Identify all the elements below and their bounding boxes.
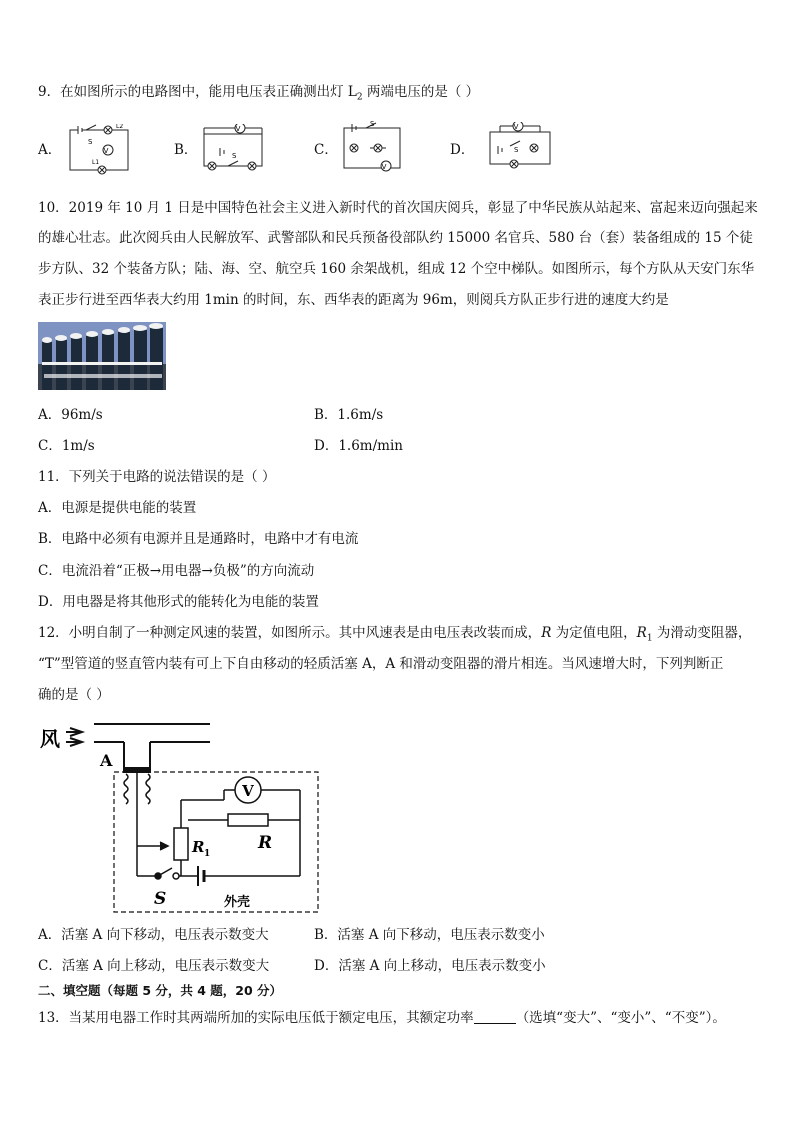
switch-label: S	[154, 889, 167, 909]
svg-text:S: S	[514, 146, 519, 154]
piston-label: A	[100, 751, 113, 770]
q12-option-b: B．活塞 A 向下移动，电压表示数变小	[314, 927, 545, 943]
q11-option-d: D．用电器是将其他形式的能转化为电能的装置	[38, 594, 319, 610]
q9-option-b-label: B．	[174, 142, 198, 158]
svg-text:S: S	[88, 138, 93, 146]
svg-text:V: V	[381, 163, 387, 171]
q9-circuit-c	[340, 120, 406, 178]
svg-text:V: V	[103, 147, 109, 155]
q10-option-b: B．1.6m/s	[314, 407, 384, 423]
parade-photo	[38, 322, 166, 390]
shell-label: 外壳	[224, 895, 251, 910]
svg-text:V: V	[513, 123, 519, 131]
svg-text:V: V	[235, 125, 241, 133]
question-10-line-2: 的雄心壮志。此次阅兵由人民解放军、武警部队和民兵预备役部队约 15000 名官兵、580 台（套）装备组成的 15 个徒	[38, 230, 753, 246]
q9-option-d-label: D．	[450, 142, 475, 158]
question-10-line-4: 表正步行进至西华表大约用 1min 的时间，东、西华表的距离为 96m，则阅兵方队正步行进的速度大约是	[38, 292, 669, 308]
r-label: R	[258, 833, 273, 853]
q12-option-c: C．活塞 A 向上移动，电压表示数变大	[38, 958, 270, 974]
question-11-stem: 11．下列关于电路的说法错误的是（ ）	[38, 469, 276, 485]
svg-text:L1: L1	[92, 159, 100, 166]
q9-option-a-label: A．	[38, 142, 62, 158]
section-2-heading: 二、填空题（每题 5 分，共 4 题，20 分）	[38, 983, 283, 998]
q9-circuit-a	[66, 124, 132, 178]
question-13-stem: 13．当某用电器工作时其两端所加的实际电压低于额定电压，其额定功率 （选填“变大”、“变小”、“不变”）。	[38, 1010, 726, 1026]
question-12-line-3: 确的是（ ）	[38, 687, 110, 703]
wind-speed-circuit-figure	[38, 716, 328, 918]
q9-circuit-d	[486, 122, 556, 176]
q9-option-c-label: C．	[314, 142, 338, 158]
voltmeter-label: V	[242, 782, 254, 800]
q10-option-a: A．96m/s	[38, 407, 103, 423]
q11-option-b: B．电路中必须有电源并且是通路时，电路中才有电流	[38, 531, 359, 547]
device-shell-outline	[114, 772, 318, 912]
r1-subscript: 1	[204, 849, 211, 859]
answer-blank[interactable]	[474, 1011, 516, 1024]
question-10-line-3: 步方队、32 个装备方队；陆、海、空、航空兵 160 余架战机，组成 12 个空中梯队。如图所示，每个方队从天安门东华	[38, 261, 755, 277]
q10-option-d: D．1.6m/min	[314, 438, 403, 454]
q11-option-c: C．电流沿着“正极→用电器→负极”的方向流动	[38, 563, 315, 579]
q10-option-c: C．1m/s	[38, 438, 95, 454]
svg-text:L2: L2	[116, 124, 124, 130]
q9-circuit-b	[200, 124, 266, 178]
wind-label: 风	[40, 727, 60, 751]
question-12-line-1: 12．小明自制了一种测定风速的装置，如图所示。其中风速表是由电压表改装而成，R 为定值电阻，$R_1$ 为滑动变阻器，	[38, 625, 752, 644]
question-9-stem: 9．在如图所示的电路图中，能用电压表正确测出灯 $L_2$ 两端电压的是（ ）	[38, 84, 480, 103]
q12-option-a: A．活塞 A 向下移动，电压表示数变大	[38, 927, 269, 943]
r1-label: R	[192, 838, 205, 856]
question-12-line-2: “T”型管道的竖直管内装有可上下自由移动的轻质活塞 A，A 和滑动变阻器的滑片相连。当风速增大时，下列判断正	[38, 656, 724, 672]
q12-option-d: D．活塞 A 向上移动，电压表示数变小	[314, 958, 546, 974]
svg-text:S: S	[370, 120, 375, 128]
svg-text:S: S	[232, 152, 237, 160]
question-10-line-1: 10．2019 年 10 月 1 日是中国特色社会主义进入新时代的首次国庆阅兵，彰显了中华民族从站起来、富起来迈向强起来	[38, 200, 758, 216]
q11-option-a: A．电源是提供电能的装置	[38, 500, 197, 516]
